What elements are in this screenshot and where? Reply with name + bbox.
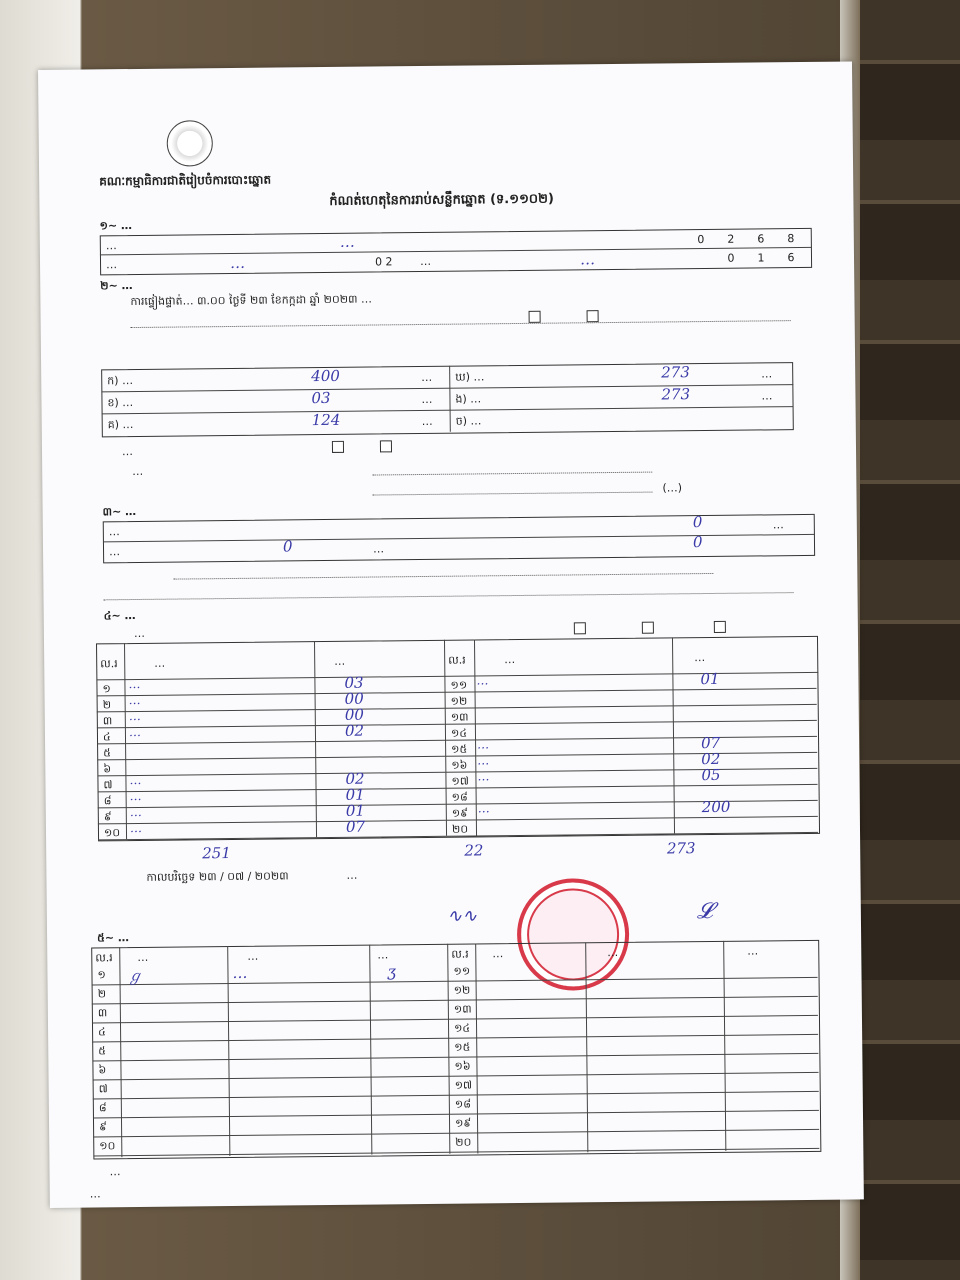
checkbox-match[interactable]: [332, 441, 344, 453]
witness-right-row-no: ១២: [453, 983, 471, 997]
left-header-party: …: [154, 656, 166, 670]
section3-row1-unit: …: [772, 518, 784, 532]
checkbox-yes[interactable]: [529, 311, 541, 323]
station-name-value: …: [339, 232, 355, 251]
right-party-votes: 07: [700, 733, 721, 753]
left-party-votes: 00: [344, 689, 364, 708]
signature-note: (…): [662, 481, 683, 495]
wooden-shutters: [850, 0, 960, 1280]
row-c-label: គ) …: [107, 418, 134, 432]
row-f-label: ច) …: [455, 414, 482, 428]
witness-left-row-no: ៩: [99, 1120, 107, 1134]
totals-line: [102, 839, 696, 867]
right-party-name: …: [477, 769, 490, 784]
w-left-header-no: ល.រ: [95, 951, 113, 965]
witness-left-row-no: ៨: [98, 1101, 107, 1115]
left-row-no: ៥: [103, 746, 112, 760]
left-row-no: ១០: [103, 826, 121, 840]
right-row-no: ១១: [450, 678, 468, 692]
right-party-votes: 02: [701, 749, 721, 769]
w-left-header-name: …: [137, 950, 149, 965]
witness-right-row-no: ២០: [455, 1135, 472, 1149]
section3-row3-value: 0: [692, 533, 703, 552]
section4-subtitle: …: [133, 626, 145, 641]
left-party-votes: 01: [345, 801, 365, 820]
witness-1-party: …: [232, 963, 248, 983]
row-d-unit: …: [761, 367, 773, 381]
right-party-name: …: [477, 801, 490, 816]
section2-heading: ២~ …: [100, 279, 133, 293]
section5-heading: ៥~ …: [97, 931, 130, 945]
w-left-header-sign: …: [377, 948, 389, 962]
witness-1-sign: ʒ: [387, 962, 397, 981]
right-row-no: ១៩: [451, 806, 468, 820]
witness-left-row-no: ៣: [97, 1006, 108, 1020]
right-party-votes: 200: [701, 797, 731, 817]
footer: …: [89, 1187, 101, 1201]
nec-emblem-icon: [167, 120, 213, 166]
form-title: កំណត់ហេតុនៃការរាប់សន្លឹកឆ្នោត (ទ.១១០២): [329, 191, 554, 209]
province-label: …: [105, 258, 118, 272]
left-party-name: …: [128, 708, 141, 724]
left-party-votes: 07: [345, 817, 366, 836]
w-right-header-party: …: [607, 945, 619, 960]
section3-row2-label: …: [108, 545, 121, 559]
left-row-no: ៧: [103, 778, 113, 792]
row-e-unit: …: [761, 389, 773, 403]
commune-code-1: 0: [727, 251, 735, 265]
row-a-label: ក) …: [107, 374, 134, 388]
station-code-3: 6: [757, 232, 765, 246]
total-invalid: 22: [464, 841, 484, 860]
section2-time-line: ការផ្ទៀងផ្ទាត់… ៣.០០ ថ្ងៃទី ២៣ ខែកក្កដា ឆ្នាំ ២០២៣ …: [130, 292, 373, 309]
checkbox-1-sheet[interactable]: [574, 622, 586, 634]
right-row-no: ១៥: [451, 742, 468, 756]
section2-note2: …: [132, 464, 144, 479]
right-row-no: ១២: [450, 694, 468, 708]
section3-row1-value: 0: [692, 513, 703, 532]
left-party-name: …: [128, 724, 142, 740]
left-party-votes: 01: [345, 785, 365, 804]
witness-left-row-no: ៥: [98, 1044, 107, 1058]
left-row-no: ៩: [103, 810, 112, 824]
witness-right-row-no: ១៩: [454, 1116, 472, 1130]
section3-row2-value: 0: [282, 537, 293, 556]
witness-right-row-no: ១៧: [454, 1078, 473, 1092]
witness-right-row-no: ១៦: [454, 1059, 471, 1073]
right-party-name: …: [476, 673, 489, 688]
chair-signature: ∿∿: [446, 905, 478, 927]
right-header-no: ល.រ: [448, 653, 466, 667]
left-party-votes: 03: [344, 673, 364, 692]
row-b-value: 03: [311, 388, 331, 408]
right-party-name: …: [477, 737, 490, 752]
commune-code-2: 1: [757, 251, 765, 265]
checkbox-mismatch[interactable]: [380, 440, 392, 452]
left-row-no: ៦: [103, 762, 112, 776]
section3-heading: ៣~ …: [102, 504, 137, 519]
right-row-no: ១៧: [451, 774, 469, 788]
row-a-value: 400: [311, 366, 340, 386]
vote-count-form: [38, 61, 864, 1207]
row-e-label: ង) …: [455, 392, 482, 406]
checkbox-no[interactable]: [587, 310, 599, 322]
province-value: …: [229, 253, 246, 272]
row-d-value: 273: [661, 363, 690, 382]
row-b-unit: …: [421, 392, 433, 407]
right-row-no: ១៤: [450, 726, 468, 740]
date-line: កាលបរិច្ឆេទ ២៣ / ០៧ / ២០២៣: [146, 869, 289, 884]
commune-label: …: [419, 254, 432, 269]
province-code: 0 2: [374, 255, 393, 269]
right-row-no: ១៨: [451, 790, 468, 804]
row-c-unit: …: [421, 414, 433, 429]
right-party-votes: 05: [701, 765, 721, 785]
left-party-votes: 02: [345, 769, 365, 788]
checkbox-3-sheet[interactable]: [714, 621, 726, 633]
left-header-votes: …: [334, 654, 346, 668]
right-party-votes: 01: [700, 669, 720, 689]
left-row-no: ២: [102, 698, 112, 712]
total-valid: 251: [202, 844, 231, 863]
witness-left-row-no: ១០: [99, 1139, 116, 1153]
right-row-no: ១៦: [451, 758, 468, 772]
section3-row1-label: …: [108, 525, 120, 539]
left-party-votes: 00: [344, 705, 364, 724]
witness-left-row-no: ៤: [98, 1025, 106, 1039]
ministry-line: គណៈកម្មាធិការជាតិរៀបចំការបោះឆ្នោត: [99, 172, 272, 189]
right-row-no: ២០: [451, 822, 469, 836]
left-party-votes: 02: [344, 721, 365, 740]
witness-1-name: ℊ: [127, 966, 143, 986]
left-row-no: ១: [102, 682, 111, 696]
section2-dotted-line: [131, 320, 791, 328]
w-right-header-name: …: [492, 947, 504, 961]
left-party-name: …: [129, 772, 142, 788]
witness-left-row-no: ១: [97, 968, 106, 982]
right-row-no: ១៣: [450, 710, 469, 724]
total-box: 273: [666, 839, 696, 858]
left-party-name: …: [128, 692, 141, 708]
section3-dotted-line2: [104, 592, 794, 600]
w-right-header-sign: …: [747, 944, 759, 958]
row-a-unit: …: [421, 370, 433, 385]
chair-label: …: [346, 868, 358, 882]
footnote: …: [109, 1165, 121, 1179]
witness-left-row-no: ៧: [98, 1082, 108, 1096]
row-e-value: 273: [661, 385, 691, 404]
left-row-no: ៣: [102, 714, 113, 728]
section2-note-line1: [372, 472, 652, 476]
witness-right-row-no: ១៤: [453, 1021, 471, 1035]
w-left-header-party: …: [247, 949, 259, 963]
left-row-no: ៤: [102, 730, 111, 744]
checkbox-2-sheet[interactable]: [642, 622, 654, 634]
station-name-label: …: [105, 239, 117, 253]
commune-code-3: 6: [787, 251, 795, 265]
section2-note1: …: [121, 445, 134, 459]
witness-left-row-no: ៦: [98, 1063, 107, 1077]
station-code-1: 0: [697, 233, 705, 247]
left-party-name: …: [128, 676, 141, 692]
section4-heading: ៤~ …: [103, 609, 136, 623]
witness-right-row-no: ១១: [453, 964, 471, 978]
witness-right-row-no: ១៣: [453, 1002, 472, 1016]
left-party-name: …: [129, 820, 143, 836]
witness-right-row-no: ១៥: [454, 1040, 471, 1054]
section2-note-line2: [372, 492, 652, 496]
left-row-no: ៨: [103, 794, 112, 808]
row-b-label: ខ) …: [107, 396, 134, 410]
witness-left-row-no: ២: [97, 987, 107, 1001]
station-code-2: 2: [727, 232, 735, 246]
section3-row3-label: …: [372, 542, 385, 556]
witness-right-row-no: ១៨: [454, 1097, 472, 1111]
section1-heading: ១~ …: [99, 219, 133, 233]
left-header-no: ល.រ: [100, 657, 118, 671]
right-header-party: …: [504, 653, 516, 667]
left-party-name: …: [129, 804, 142, 820]
row-d-label: ឃ) …: [455, 370, 485, 384]
left-party-name: …: [129, 788, 142, 804]
w-right-header-no: ល.រ: [451, 947, 469, 961]
secretary-signature: 𝓛: [696, 898, 713, 925]
right-party-name: …: [477, 753, 490, 768]
station-code-4: 8: [787, 232, 795, 246]
right-header-votes: …: [694, 651, 706, 665]
row-c-value: 124: [311, 410, 341, 430]
section3-dotted-line1: [173, 573, 713, 580]
commune-value: …: [579, 250, 596, 269]
